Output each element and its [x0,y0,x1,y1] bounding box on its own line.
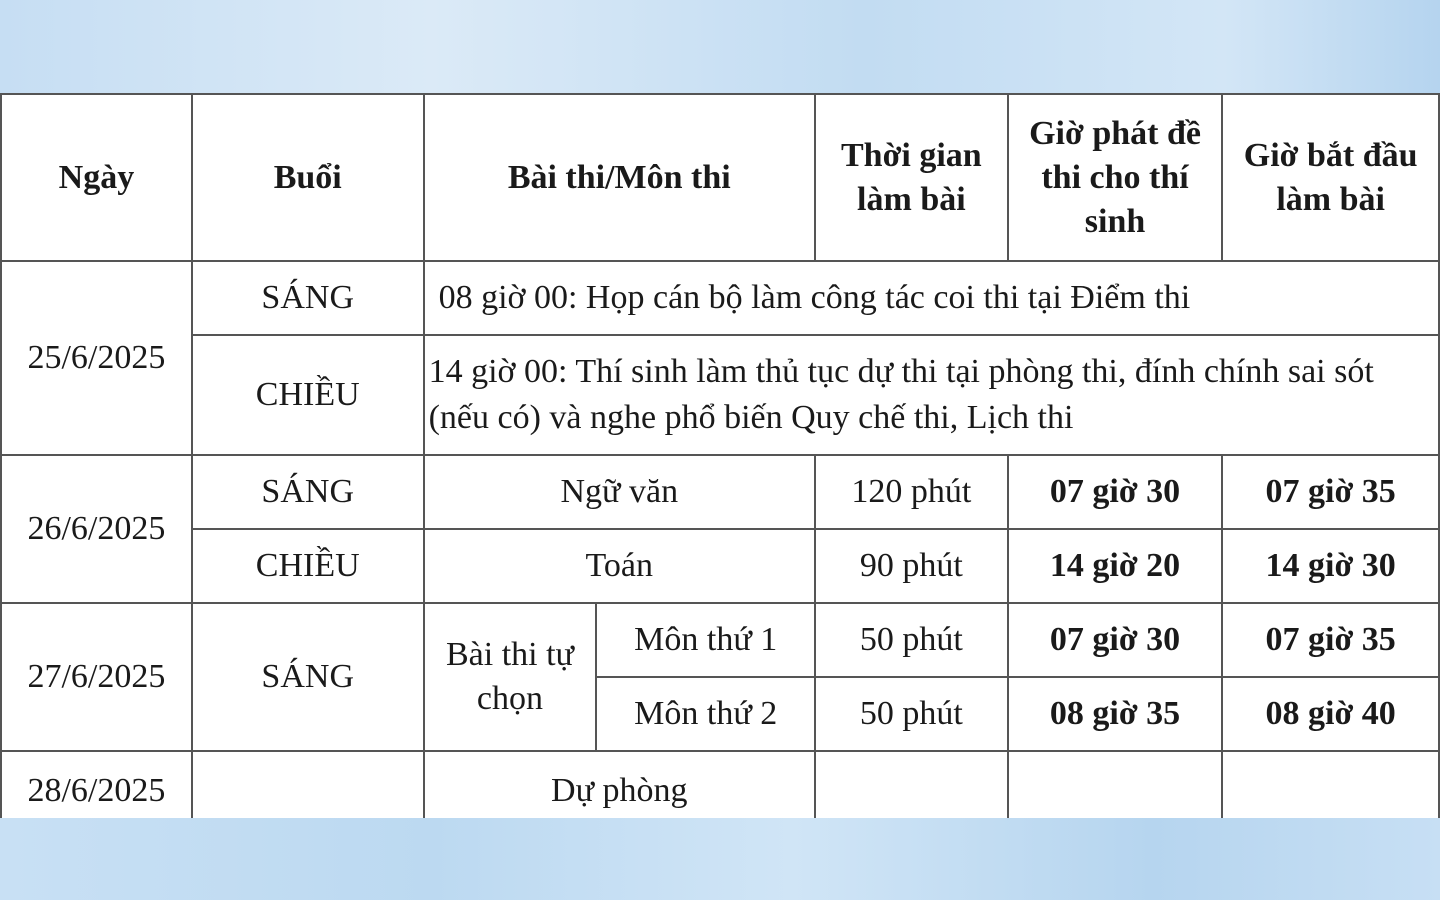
background-top [0,0,1440,93]
elective-group-cell: Bài thi tự chọn [424,603,597,751]
session-cell: CHIỀU [192,335,424,455]
session-cell: CHIỀU [192,529,424,603]
header-duration: Thời gian làm bài [815,94,1008,261]
paper-time-cell: 08 giờ 35 [1008,677,1223,751]
session-cell: SÁNG [192,603,424,751]
date-cell: 27/6/2025 [1,603,192,751]
session-cell: SÁNG [192,455,424,529]
paper-time-cell: 14 giờ 20 [1008,529,1223,603]
session-cell: SÁNG [192,261,424,335]
subject-cell: Toán [424,529,815,603]
start-time-cell: 08 giờ 40 [1222,677,1439,751]
duration-cell: 90 phút [815,529,1008,603]
notice-cell: 08 giờ 00: Họp cán bộ làm công tác coi thi tại Điểm thi [424,261,1439,335]
duration-cell: 120 phút [815,455,1008,529]
duration-cell [815,751,1008,818]
header-date: Ngày [1,94,192,261]
duration-cell: 50 phút [815,603,1008,677]
subject-cell: Ngữ văn [424,455,815,529]
date-cell: 28/6/2025 [1,751,192,818]
subject-cell: Dự phòng [424,751,815,818]
notice-cell: 14 giờ 00: Thí sinh làm thủ tục dự thi tại phòng thi, đính chính sai sót (nếu có) và nghe phổ biến Quy chế thi, Lịch thi [424,335,1439,455]
start-time-cell [1222,751,1439,818]
subject-cell: Môn thứ 2 [596,677,815,751]
paper-time-cell: 07 giờ 30 [1008,603,1223,677]
header-session: Buổi [192,94,424,261]
subject-cell: Môn thứ 1 [596,603,815,677]
start-time-cell: 14 giờ 30 [1222,529,1439,603]
header-subject: Bài thi/Môn thi [424,94,815,261]
exam-schedule-table [0,93,1440,818]
header-paper-time: Giờ phát đề thi cho thí sinh [1008,94,1223,261]
paper-time-cell [1008,751,1223,818]
session-cell [192,751,424,818]
header-start-time: Giờ bắt đầu làm bài [1222,94,1439,261]
exam-schedule-sheet [0,93,1440,818]
date-cell: 25/6/2025 [1,261,192,455]
start-time-cell: 07 giờ 35 [1222,455,1439,529]
duration-cell: 50 phút [815,677,1008,751]
paper-time-cell: 07 giờ 30 [1008,455,1223,529]
background-bottom [0,818,1440,900]
start-time-cell: 07 giờ 35 [1222,603,1439,677]
date-cell: 26/6/2025 [1,455,192,603]
